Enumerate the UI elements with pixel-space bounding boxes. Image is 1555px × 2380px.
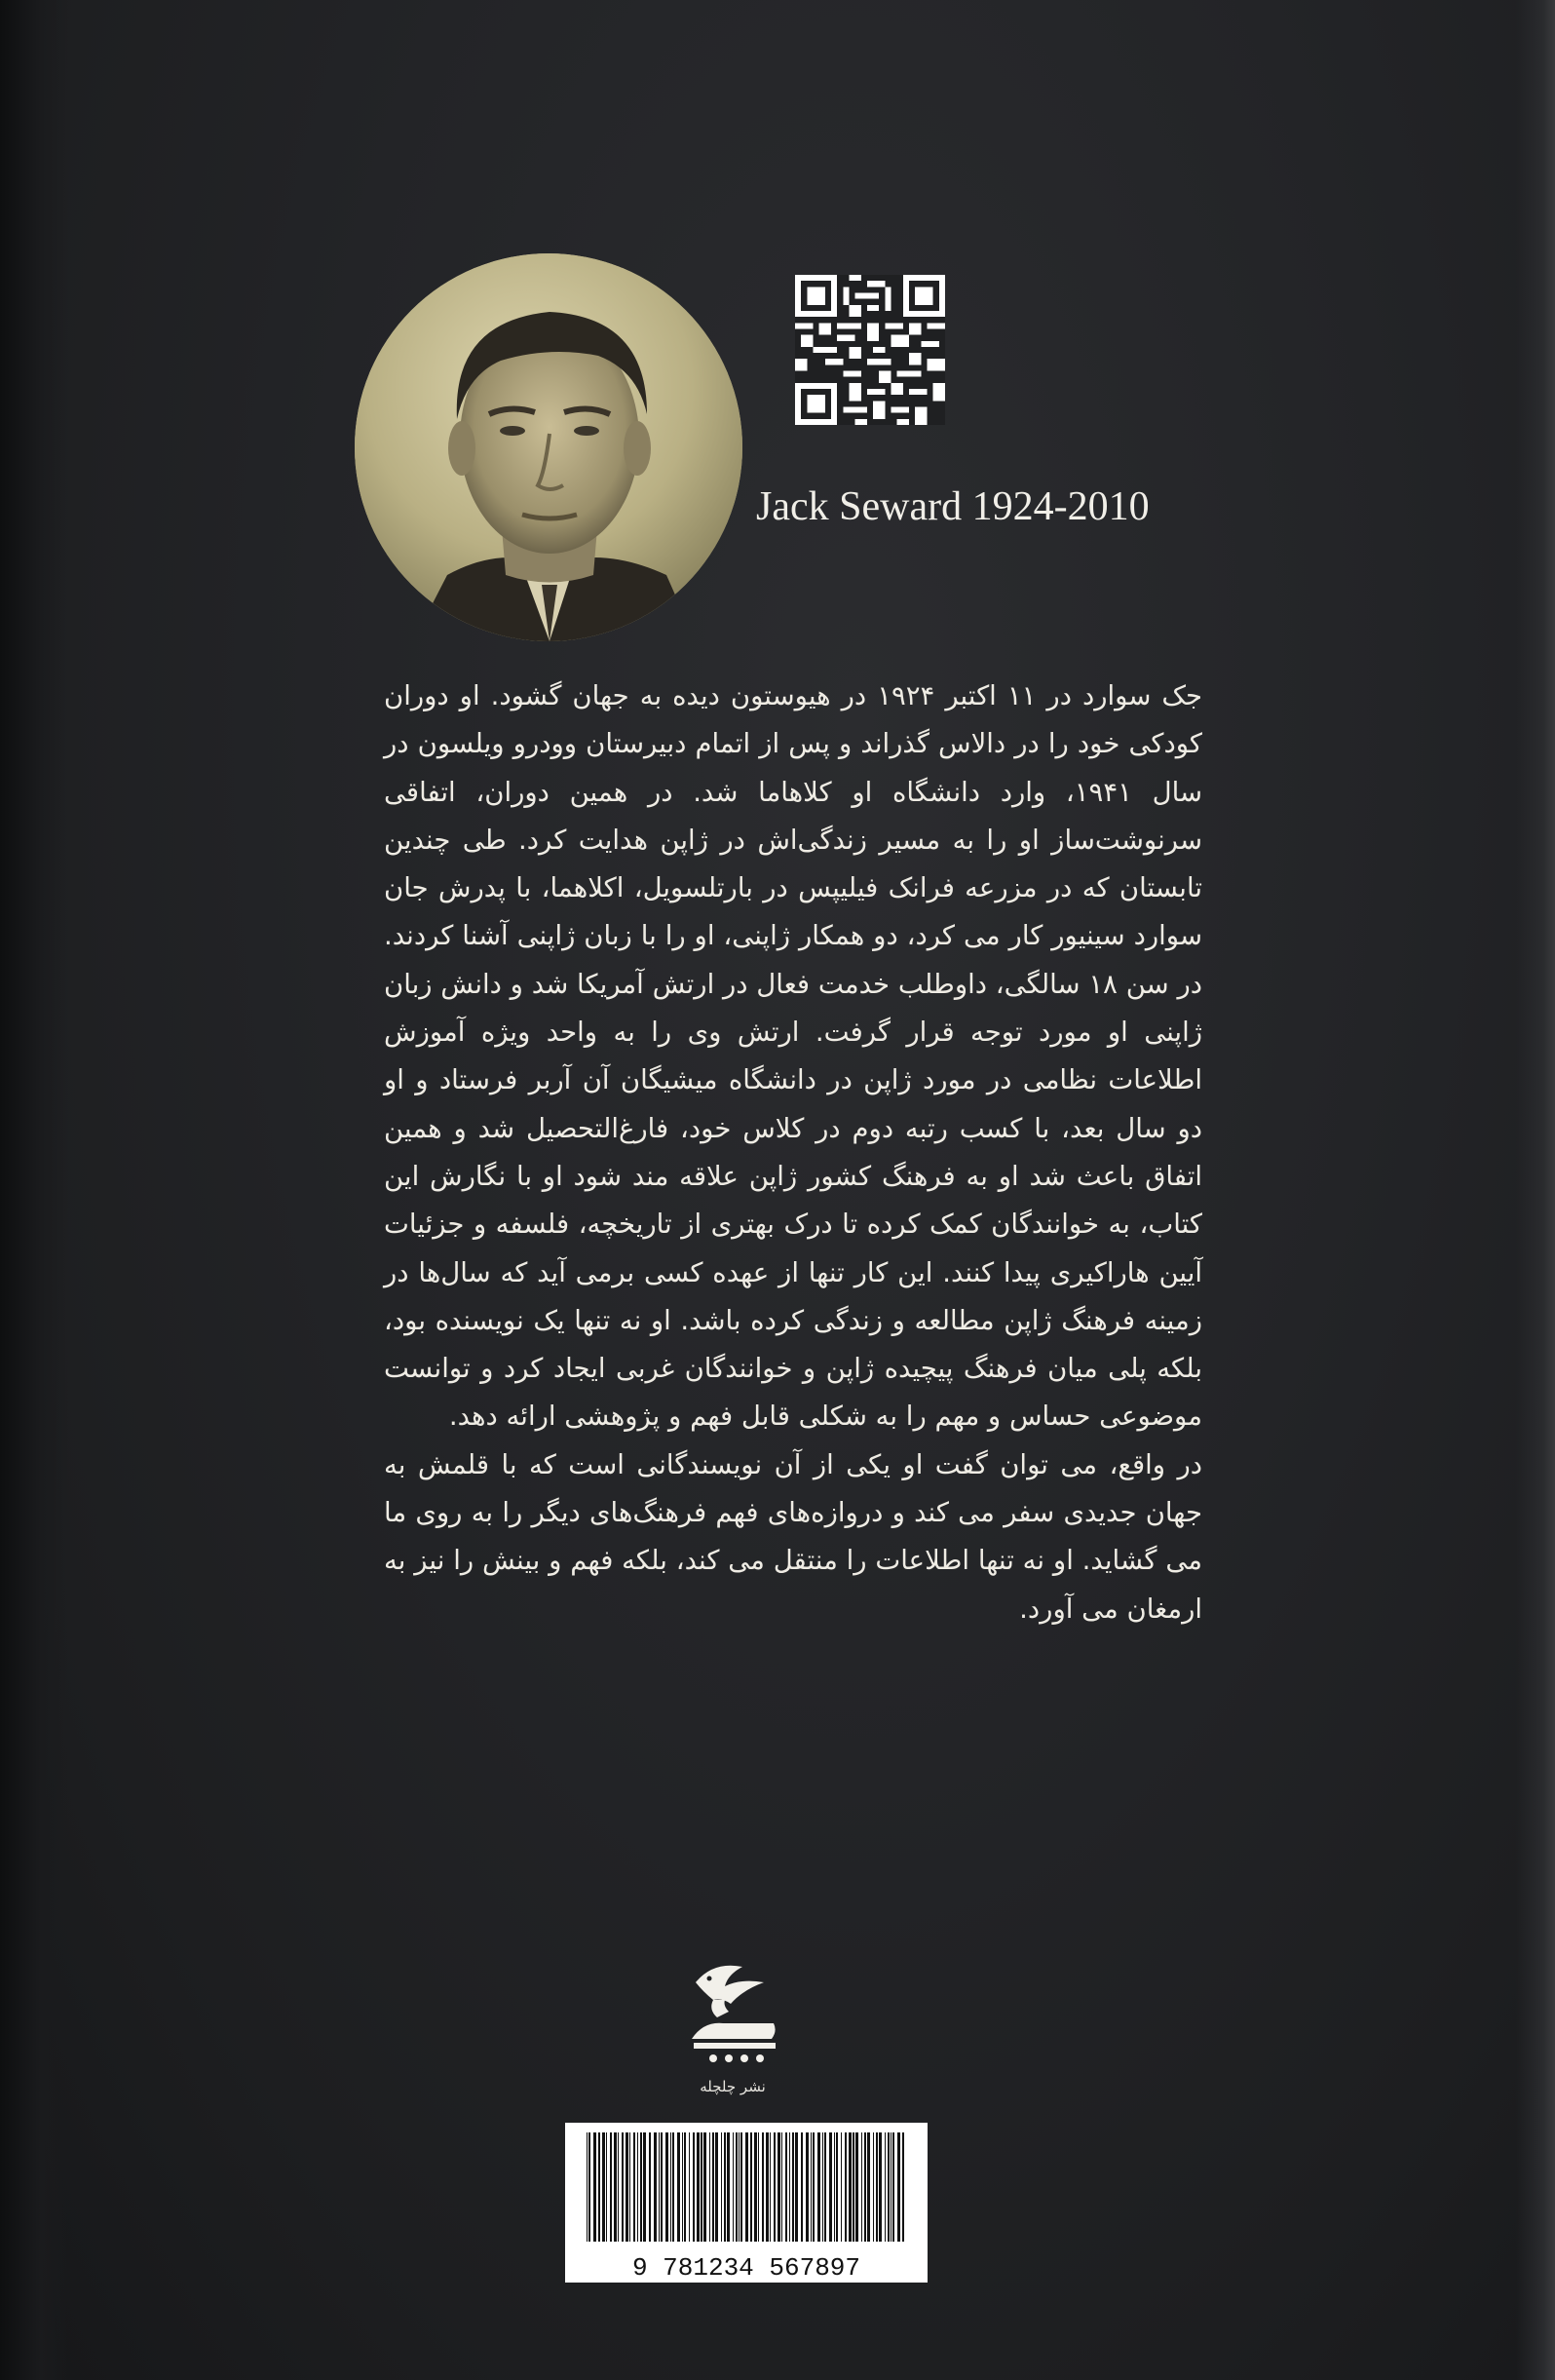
barcode-bar xyxy=(733,2132,734,2242)
barcode-bar xyxy=(801,2132,803,2242)
barcode-bar xyxy=(643,2132,646,2242)
barcode-bar xyxy=(750,2132,752,2242)
barcode-bar xyxy=(697,2132,700,2242)
barcode-bar xyxy=(703,2132,706,2242)
author-biography xyxy=(384,672,1202,1633)
barcode-bar xyxy=(721,2132,722,2242)
barcode-bar xyxy=(861,2132,862,2242)
barcode-bar xyxy=(813,2132,815,2242)
barcode-bar xyxy=(677,2132,680,2242)
barcode-bar xyxy=(701,2132,702,2242)
barcode-bar xyxy=(672,2132,674,2242)
barcode-bar xyxy=(864,2132,866,2242)
barcode-bar xyxy=(588,2132,590,2242)
barcode-bar xyxy=(614,2132,617,2242)
barcode-bar xyxy=(629,2132,630,2242)
barcode-bar xyxy=(618,2132,619,2242)
barcode-bar xyxy=(811,2132,812,2242)
barcode-bar xyxy=(610,2132,612,2242)
barcode-bar xyxy=(715,2132,718,2242)
barcode-bar xyxy=(665,2132,668,2242)
author-portrait-image xyxy=(355,253,742,641)
barcode-bar xyxy=(849,2132,852,2242)
barcode-bar xyxy=(693,2132,695,2242)
barcode-bar xyxy=(885,2132,886,2242)
barcode-bar xyxy=(867,2132,870,2242)
barcode-bar xyxy=(598,2132,600,2242)
barcode-bar xyxy=(684,2132,686,2242)
barcode-bar xyxy=(587,2132,588,2242)
barcode-bar xyxy=(817,2132,820,2242)
barcode-bar xyxy=(712,2132,714,2242)
barcode-bar xyxy=(593,2132,596,2242)
barcode-digits: 9 781234 567897 xyxy=(631,2253,861,2283)
barcode-bar xyxy=(602,2132,605,2242)
barcode-bar xyxy=(836,2132,838,2242)
barcode-bar xyxy=(727,2132,730,2242)
barcode-bar xyxy=(770,2132,771,2242)
barcode-bar xyxy=(626,2132,628,2242)
barcode-bar xyxy=(845,2132,847,2242)
barcode-bar xyxy=(754,2132,757,2242)
barcode-bar xyxy=(855,2132,858,2242)
barcode-bar xyxy=(745,2132,748,2242)
barcode-bar xyxy=(661,2132,663,2242)
barcode-bar xyxy=(873,2132,874,2242)
barcode-bar xyxy=(792,2132,794,2242)
barcode-bar xyxy=(724,2132,726,2242)
barcode-bar xyxy=(606,2132,607,2242)
author-name-caption: Jack Seward 1924-2010 xyxy=(756,484,1150,529)
qr-code-icon xyxy=(795,275,945,425)
barcode-bar xyxy=(841,2132,842,2242)
barcode-bar xyxy=(879,2132,882,2242)
barcode-bar xyxy=(774,2132,776,2242)
barcode-bar xyxy=(853,2132,854,2242)
bio-paragraph: در واقع، می توان گفت او یکی از آن نویسندگانی است که با قلمش به جهان جدیدی سفر می کند و دروازه‌های فهم فرهنگ‌های دیگر را به روی ما می گشاید. او نه تنها اطلاعات را منتقل می کند، بلکه فهم و بینش را نیز به ارمغان می آورد. xyxy=(384,1448,1202,1625)
barcode-bar xyxy=(766,2132,769,2242)
barcode-bar xyxy=(902,2132,904,2242)
barcode-bar xyxy=(876,2132,878,2242)
barcode-icon xyxy=(565,2123,928,2283)
barcode-bar xyxy=(670,2132,671,2242)
barcode-bar xyxy=(824,2132,826,2242)
barcode-bar xyxy=(785,2132,787,2242)
barcode-bar xyxy=(888,2132,890,2242)
barcode-bar xyxy=(622,2132,624,2242)
barcode-bar xyxy=(649,2132,651,2242)
barcode-bar xyxy=(892,2132,894,2242)
cover-edge xyxy=(1516,0,1555,2380)
barcode-bar xyxy=(897,2132,900,2242)
qr-code[interactable] xyxy=(795,275,945,425)
barcode-bar xyxy=(829,2132,832,2242)
barcode-bar xyxy=(806,2132,809,2242)
barcode-bar xyxy=(795,2132,798,2242)
author-portrait xyxy=(355,253,742,641)
barcode-bar xyxy=(778,2132,780,2242)
barcode-bar xyxy=(789,2132,790,2242)
bio-paragraph: جک سوارد در ۱۱ اکتبر ۱۹۲۴ در هیوستون دیده به جهان گشود. او دوران کودکی خود را در دالاس گذراند و پس از اتمام دبیرستان وودرو ویلسون در سال ۱۹۴۱، وارد دانشگاه او کلاهاما شد. در همین دوران، اتفاقی سرنوشت‌ساز او را به مسیر زندگی‌اش در ژاپن هدایت کرد. طی چندین تابستان که در مزرعه فرانک فیلیپس در بارتلسویل، اکلاهما، با پدرش جان سوارد سینیور کار می کرد، دو همکار ژاپنی، او را با زبان ژاپنی آشنا کردند. در سن ۱۸ سالگی، داوطلب خدمت فعال در ارتش آمریکا شد و دانش زبان ژاپنی او مورد توجه قرار گرفت. ارتش وی را به واحد ویژه آموزش اطلاعات نظامی در مورد ژاپن در دانشگاه میشیگان آن آربر فرستاد و او دو سال بعد، با کسب رتبه دوم در کلاس خود، فارغ‌التحصیل شد و همین اتفاق باعث شد او به فرهنگ کشور ژاپن علاقه مند شود او با نگارش این کتاب، به خوانندگان کمک کرده تا درک بهتری از تاریخچه، فلسفه و جزئیات آیین هاراکیری پیدا کنند. این کار تنها از عهده کسی برمی آید که سال‌ها در زمینه فرهنگ ژاپن مطالعه و زندگی کرده باشد. او نه تنها یک نویسنده بود، بلکه پلی میان فرهنگ پیچیده ژاپن و خوانندگان غربی ایجاد کرد و توانست موضوعی حساس و مهم را به شکلی قابل فهم و پژوهشی ارائه دهد. xyxy=(384,680,1202,1433)
barcode-bar xyxy=(659,2132,660,2242)
barcode-bar xyxy=(633,2132,635,2242)
barcode-bar xyxy=(736,2132,738,2242)
barcode-bar xyxy=(654,2132,657,2242)
publisher-name: نشر چلچله xyxy=(700,2078,766,2095)
barcode-bar xyxy=(740,2132,742,2242)
isbn-barcode xyxy=(565,2123,928,2283)
barcode-bar xyxy=(640,2132,642,2242)
barcode-bar xyxy=(739,2132,740,2242)
barcode-bar xyxy=(822,2132,823,2242)
barcode-bar xyxy=(637,2132,638,2242)
barcode-bar xyxy=(709,2132,710,2242)
barcode-bar xyxy=(682,2132,683,2242)
swallow-bird-logo-icon xyxy=(674,1953,791,2070)
barcode-bar xyxy=(781,2132,782,2242)
spine-shadow xyxy=(0,0,68,2380)
barcode-bar xyxy=(689,2132,690,2242)
barcode-bar xyxy=(758,2132,759,2242)
barcode-bar xyxy=(834,2132,835,2242)
barcode-bar xyxy=(762,2132,764,2242)
